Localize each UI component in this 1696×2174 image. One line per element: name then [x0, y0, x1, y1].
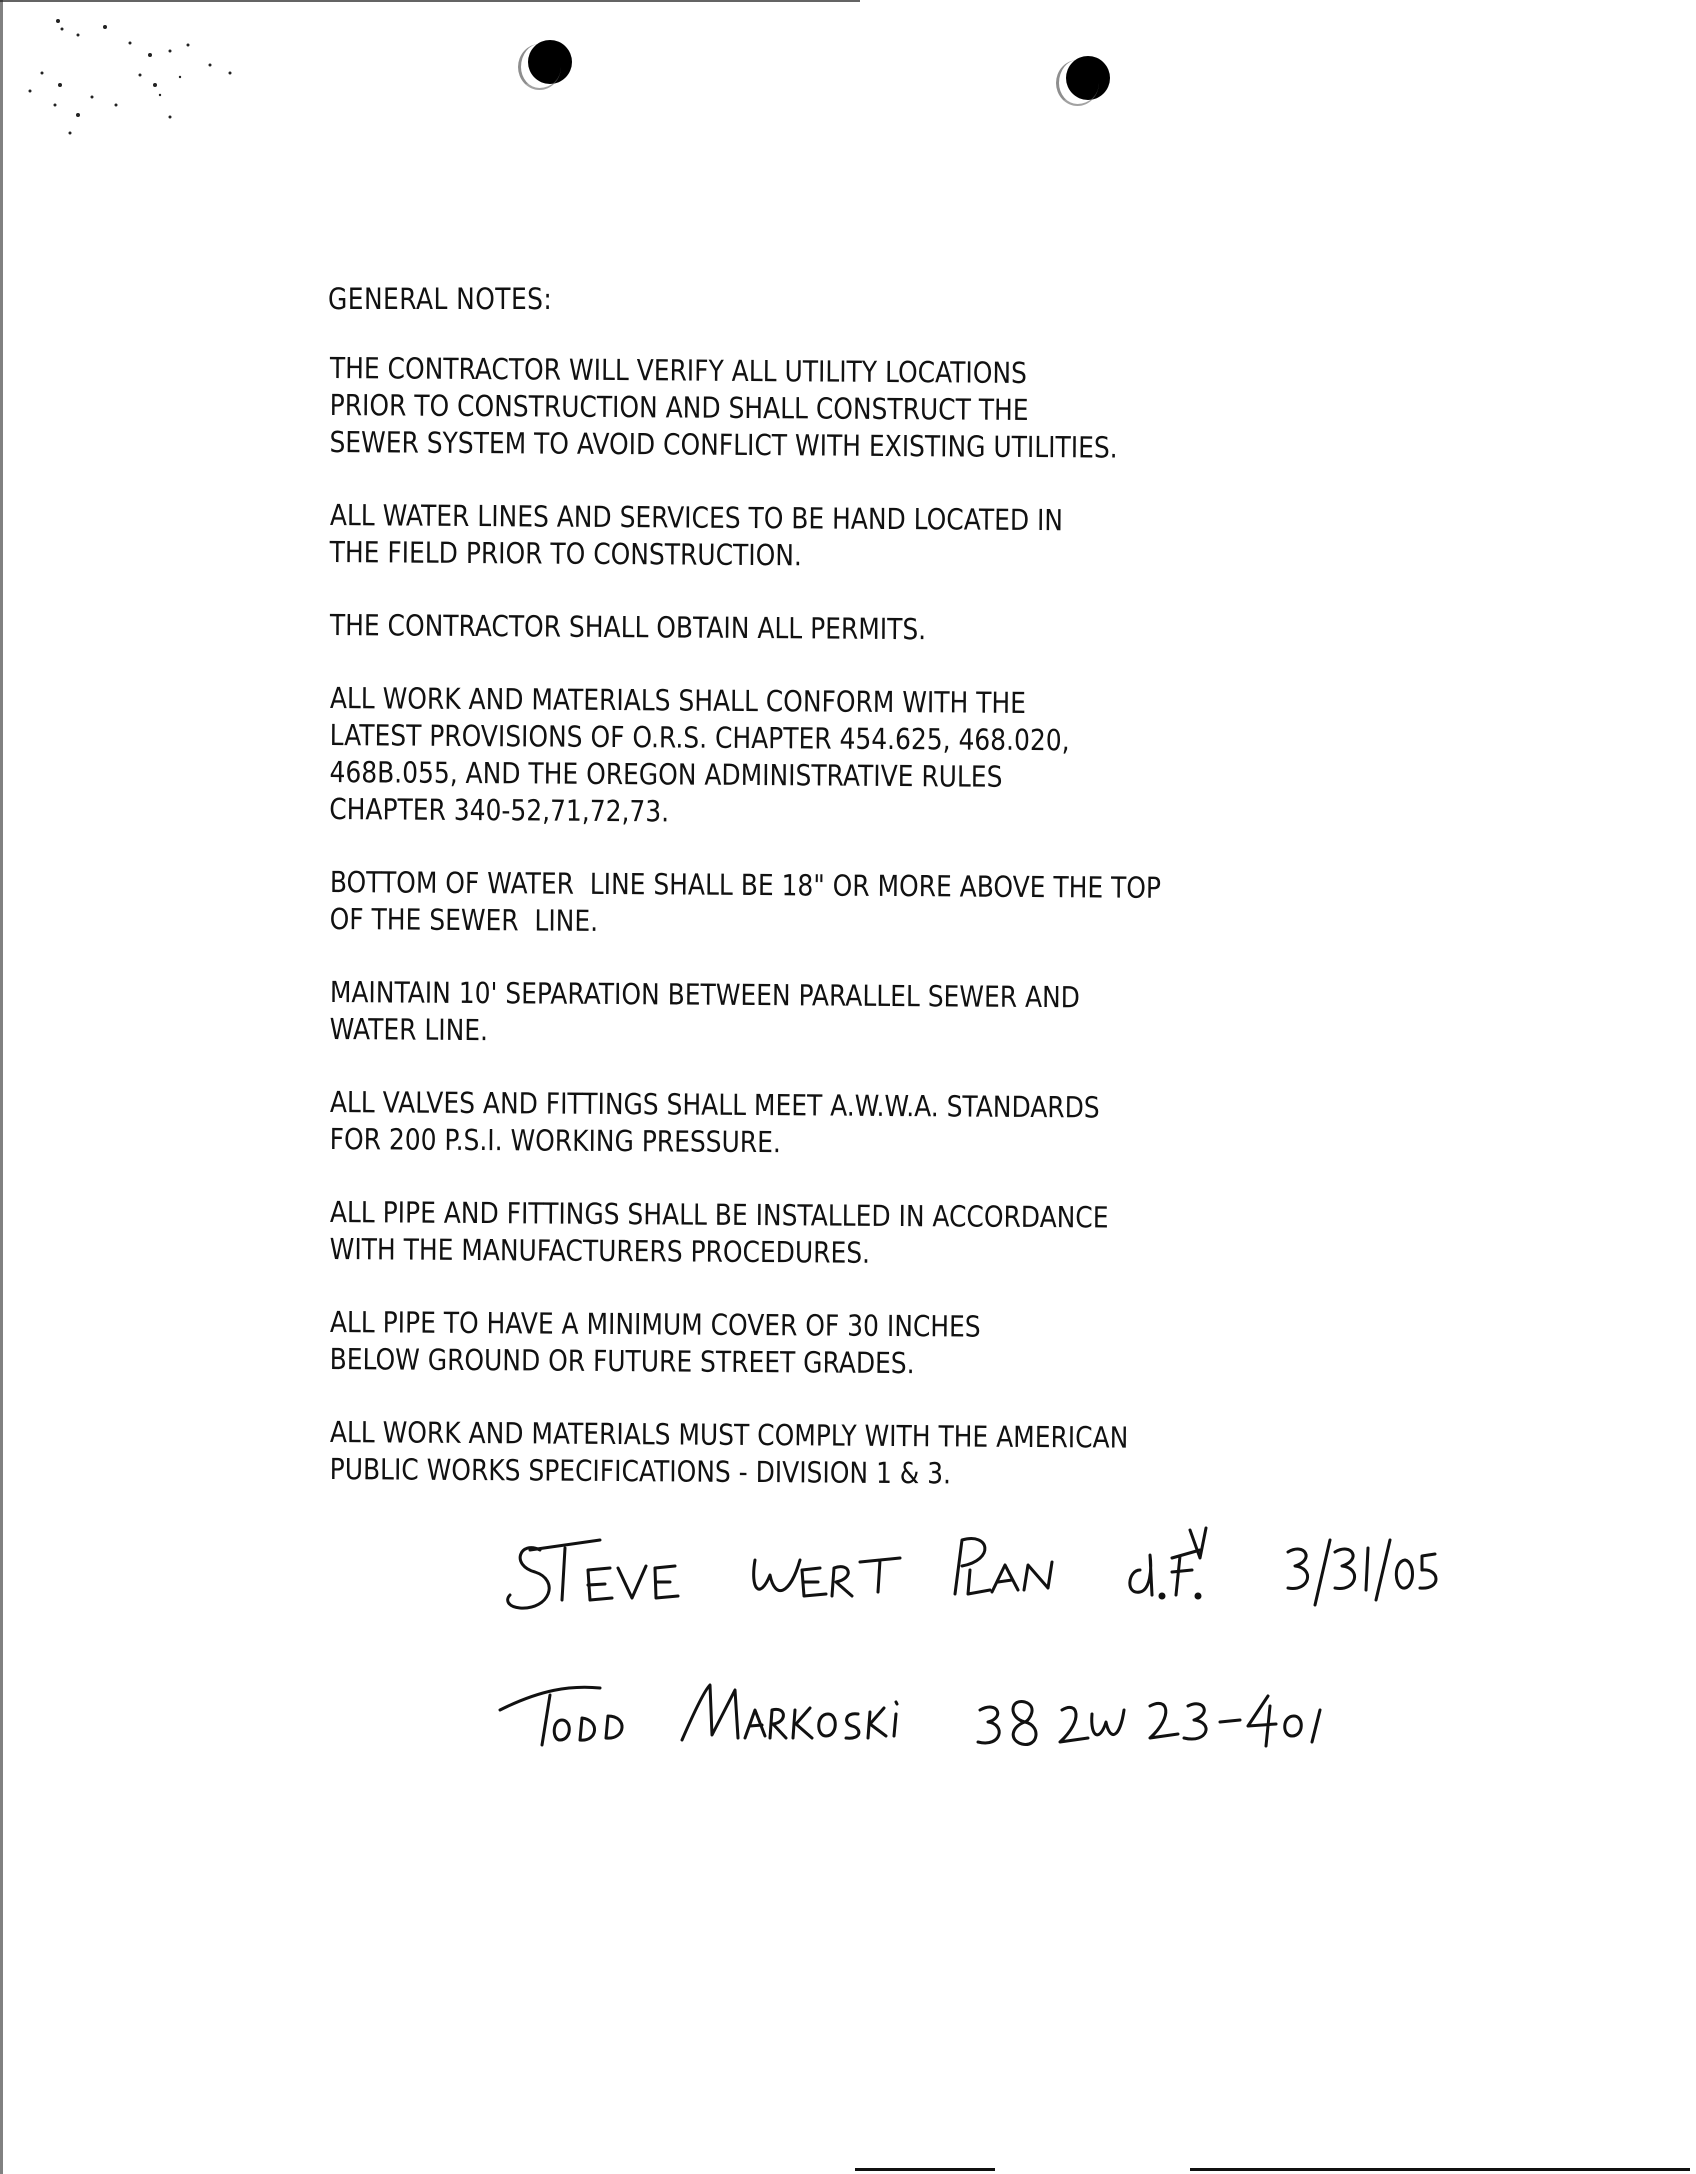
handwriting-stroke [554, 1720, 569, 1740]
handwriting-stroke [968, 1570, 990, 1594]
handwriting-stroke [1150, 1703, 1178, 1738]
handwriting-stroke [1184, 1704, 1206, 1739]
handwriting-stroke [745, 1710, 765, 1738]
handwriting-stroke [1396, 1560, 1412, 1588]
notes-title: GENERAL NOTES: [328, 282, 553, 316]
scan-left-edge [0, 0, 3, 2174]
handwriting-stroke [618, 1566, 646, 1598]
handwriting-stroke [500, 1687, 600, 1745]
handwriting-stroke [1288, 1549, 1308, 1588]
handwriting-stroke [1013, 1701, 1036, 1744]
handwriting-stroke [793, 1708, 812, 1738]
handwriting-stroke [1285, 1716, 1302, 1736]
handwriting-stroke [580, 1718, 595, 1740]
note-item: ALL VALVES AND FITTINGS SHALL MEET A.W.W.A. STANDARDS FOR 200 P.S.I. WORKING PRESSURE. [329, 1085, 1100, 1160]
handwriting-stroke [1335, 1549, 1355, 1588]
handwriting-strokes [500, 1510, 1460, 1770]
punch-hole [528, 40, 572, 84]
handwriting-stroke [754, 1560, 800, 1591]
note-item: THE CONTRACTOR SHALL OBTAIN ALL PERMITS. [329, 608, 927, 647]
handwriting-stroke [1172, 1550, 1200, 1595]
handwriting-stroke [860, 1558, 900, 1592]
handwriting-stroke [1160, 1594, 1164, 1598]
handwriting-stroke [1220, 1720, 1240, 1722]
handwriting-stroke [868, 1708, 886, 1738]
note-item: ALL PIPE TO HAVE A MINIMUM COVER OF 30 INCHES BELOW GROUND OR FUTURE STREET GRADES. [329, 1305, 981, 1381]
scan-bottom-mark [855, 2168, 995, 2171]
handwriting-stroke [832, 1567, 852, 1596]
note-item: ALL WORK AND MATERIALS SHALL CONFORM WITH THE LATEST PROVISIONS OF O.R.S. CHAPTER 454.625, 468.020, 468B.055, AND THE OREGON ADMINISTRATIVE RULES CHAPTER 340-52,71,72,73. [329, 681, 1070, 829]
handwriting-stroke [770, 1709, 786, 1738]
handwriting-stroke [802, 1568, 826, 1596]
scan-top-edge [0, 0, 860, 2]
scan-specks [20, 15, 250, 155]
handwriting-stroke [1130, 1555, 1152, 1595]
handwriting-stroke [1248, 1696, 1276, 1746]
handwriting-stroke [894, 1702, 897, 1736]
handwriting-stroke [1315, 1540, 1330, 1605]
punch-hole [1066, 56, 1110, 100]
handwritten-annotation [500, 1510, 1460, 1770]
handwriting-stroke [1024, 1562, 1052, 1590]
handwriting-stroke [1376, 1540, 1390, 1600]
handwriting-stroke [588, 1568, 612, 1600]
handwriting-stroke [508, 1548, 549, 1608]
note-item: THE CONTRACTOR WILL VERIFY ALL UTILITY LOCATIONS PRIOR TO CONSTRUCTION AND SHALL CONSTRUCT THE SEWER SYSTEM TO AVOID CONFLICT WITH EXISTING UTILITIES. [329, 350, 1118, 465]
general-notes-list [330, 350, 1330, 1524]
note-item: ALL WATER LINES AND SERVICES TO BE HAND LOCATED IN THE FIELD PRIOR TO CONSTRUCTION. [329, 498, 1064, 573]
note-item: BOTTOM OF WATER LINE SHALL BE 18" OR MORE ABOVE THE TOP OF THE SEWER LINE. [329, 865, 1162, 938]
note-item: ALL PIPE AND FITTINGS SHALL BE INSTALLED IN ACCORDANCE WITH THE MANUFACTURERS PROCEDURES. [329, 1195, 1109, 1270]
handwriting-stroke [819, 1714, 836, 1736]
scan-bottom-mark [1190, 2168, 1690, 2171]
handwriting-stroke [1366, 1548, 1368, 1590]
handwriting-stroke [1060, 1707, 1088, 1742]
note-item: MAINTAIN 10' SEPARATION BETWEEN PARALLEL SEWER AND WATER LINE. [329, 975, 1081, 1048]
handwriting-stroke [606, 1716, 622, 1738]
handwriting-stroke [655, 1566, 678, 1598]
handwriting-stroke [978, 1707, 999, 1743]
handwriting-stroke [1312, 1710, 1320, 1742]
handwriting-stroke [992, 1565, 1018, 1592]
handwriting-stroke [1196, 1594, 1200, 1598]
handwriting-stroke [1092, 1710, 1124, 1735]
handwriting-stroke [1420, 1554, 1436, 1588]
handwriting-stroke [846, 1714, 859, 1738]
note-item: ALL WORK AND MATERIALS MUST COMPLY WITH THE AMERICAN PUBLIC WORKS SPECIFICATIONS - DIVISION 1 & 3. [329, 1415, 1129, 1491]
handwriting-stroke [682, 1685, 738, 1740]
